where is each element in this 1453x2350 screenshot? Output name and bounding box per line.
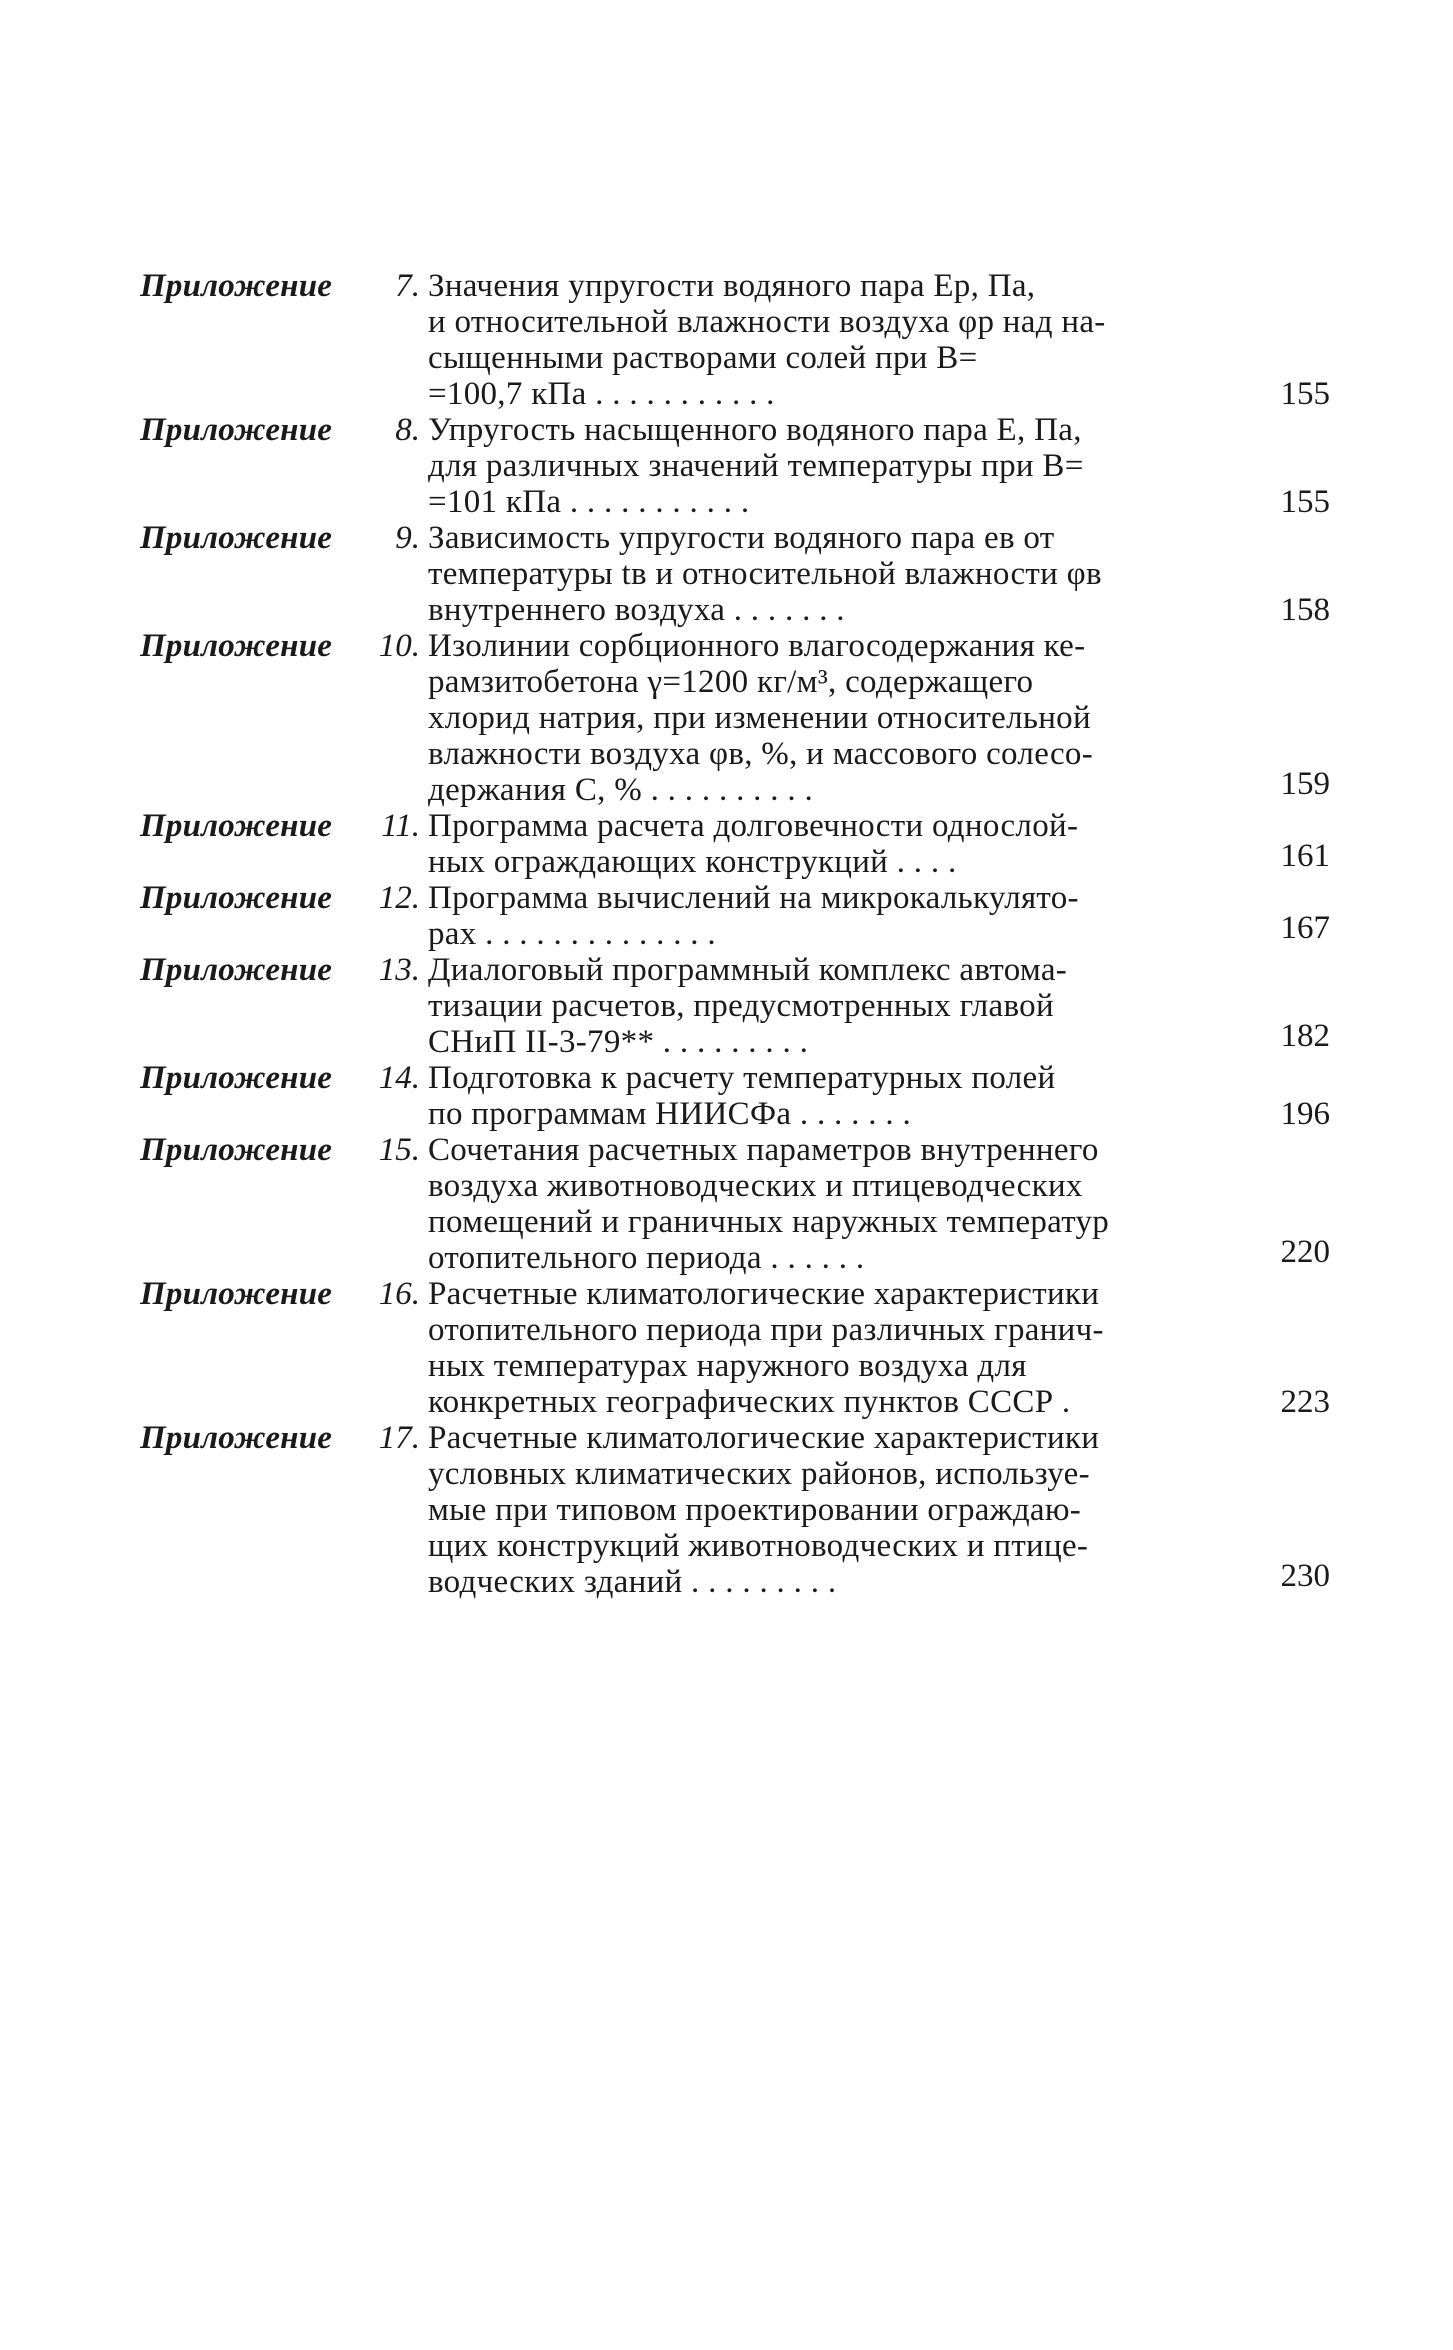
page-number: 167: [1280, 910, 1330, 946]
entry-title: [428, 412, 1212, 520]
entry-title-line: Программа расчета долговечности однослой-: [428, 808, 1079, 844]
appendix-number: 11.: [381, 808, 420, 844]
entry-title-line: Упругость насыщенного водяного пара E, Па,: [428, 412, 1082, 448]
page-number: 155: [1280, 484, 1330, 520]
entry-title-line: тизации расчетов, предусмотренных главой: [428, 988, 1054, 1024]
appendix-number: 9.: [395, 520, 420, 556]
page-number: 196: [1280, 1096, 1330, 1132]
toc-entry: [140, 1132, 1330, 1276]
entry-title-line: и относительной влажности воздуха φр над на-: [428, 304, 1106, 340]
page-number: 155: [1280, 376, 1330, 412]
appendix-number: 16.: [378, 1276, 420, 1312]
entry-title-line: мые при типовом проектировании ограждаю-: [428, 1492, 1082, 1528]
appendix-label: Приложение: [140, 1420, 333, 1456]
entry-title-line: =100,7 кПа . . . . . . . . . . .: [428, 376, 775, 412]
toc-entry: [140, 952, 1330, 1060]
page-number: 182: [1280, 1018, 1330, 1054]
entry-title-line: сыщенными растворами солей при B=: [428, 340, 978, 376]
appendix-number: 7.: [395, 268, 420, 304]
appendix-label: Приложение: [140, 808, 333, 844]
entry-title-line: отопительного периода . . . . . .: [428, 1240, 865, 1276]
entry-title-line: щих конструкций животноводческих и птице-: [428, 1528, 1089, 1564]
entry-title: [428, 628, 1212, 808]
entry-title-line: внутреннего воздуха . . . . . . .: [428, 592, 845, 628]
page-number: 223: [1280, 1384, 1330, 1420]
entry-title-line: Подготовка к расчету температурных полей: [428, 1060, 1056, 1096]
appendix-label: Приложение: [140, 1060, 333, 1096]
toc-entry: [140, 880, 1330, 952]
entry-title-line: водческих зданий . . . . . . . . .: [428, 1564, 837, 1600]
page-number: 159: [1280, 766, 1330, 802]
appendix-number: 8.: [395, 412, 420, 448]
entry-title: [428, 1060, 1212, 1132]
entry-title-line: воздуха животноводческих и птицеводческих: [428, 1168, 1083, 1204]
appendix-label: Приложение: [140, 952, 333, 988]
toc-entry: [140, 520, 1330, 628]
entry-title: [428, 520, 1212, 628]
appendix-label: Приложение: [140, 268, 333, 304]
entry-title: [428, 1420, 1212, 1600]
toc-entry: [140, 1060, 1330, 1132]
entry-title-line: ных ограждающих конструкций . . . .: [428, 844, 957, 880]
appendix-label: Приложение: [140, 412, 333, 448]
entry-title-line: отопительного периода при различных гранич-: [428, 1312, 1104, 1348]
appendix-number: 10.: [378, 628, 420, 664]
page-number: 158: [1280, 592, 1330, 628]
entry-title-line: условных климатических районов, используе-: [428, 1456, 1090, 1492]
entry-title: [428, 808, 1212, 880]
page-number: 220: [1280, 1234, 1330, 1270]
entry-title-line: хлорид натрия, при изменении относительной: [428, 700, 1091, 736]
appendix-label: Приложение: [140, 1276, 333, 1312]
entry-title-line: ных температурах наружного воздуха для: [428, 1348, 1027, 1384]
entry-title-line: Значения упругости водяного пара Eр, Па,: [428, 268, 1036, 304]
entry-title-line: Диалоговый программный комплекс автома-: [428, 952, 1068, 988]
entry-title-line: рах . . . . . . . . . . . . . .: [428, 916, 716, 952]
toc-entry: [140, 1420, 1330, 1600]
toc-entry: [140, 412, 1330, 520]
entry-title-line: СНиП II-3-79** . . . . . . . . .: [428, 1024, 809, 1060]
entry-title: [428, 1132, 1212, 1276]
table-of-contents: [140, 268, 1330, 1600]
toc-entry: [140, 628, 1330, 808]
entry-title-line: Расчетные климатологические характеристики: [428, 1420, 1100, 1456]
entry-title-line: Зависимость упругости водяного пара eв от: [428, 520, 1055, 556]
entry-title-line: температуры tв и относительной влажности φв: [428, 556, 1102, 592]
toc-entry: [140, 268, 1330, 412]
entry-title-line: по программам НИИСФа . . . . . . .: [428, 1096, 911, 1132]
entry-title-line: конкретных географических пунктов СССР .: [428, 1384, 1071, 1420]
toc-entry: [140, 808, 1330, 880]
entry-title-line: Изолинии сорбционного влагосодержания ке-: [428, 628, 1086, 664]
entry-title-line: для различных значений температуры при B=: [428, 448, 1084, 484]
appendix-label: Приложение: [140, 880, 333, 916]
entry-title: [428, 880, 1212, 952]
entry-title-line: помещений и граничных наружных температур: [428, 1204, 1110, 1240]
entry-title: [428, 1276, 1212, 1420]
appendix-label: Приложение: [140, 520, 333, 556]
entry-title: [428, 952, 1212, 1060]
appendix-number: 17.: [378, 1420, 420, 1456]
toc-entry: [140, 1276, 1330, 1420]
entry-title-line: влажности воздуха φв, %, и массового солесо-: [428, 736, 1093, 772]
entry-title-line: Программа вычислений на микрокалькулято-: [428, 880, 1079, 916]
appendix-label: Приложение: [140, 628, 333, 664]
entry-title-line: Расчетные климатологические характеристики: [428, 1276, 1100, 1312]
appendix-number: 15.: [378, 1132, 420, 1168]
entry-title-line: держания С, % . . . . . . . . . .: [428, 772, 814, 808]
appendix-number: 12.: [378, 880, 420, 916]
appendix-number: 14.: [378, 1060, 420, 1096]
appendix-number: 13.: [378, 952, 420, 988]
appendix-label: Приложение: [140, 1132, 333, 1168]
entry-title: [428, 268, 1212, 412]
entry-title-line: рамзитобетона γ=1200 кг/м³, содержащего: [428, 664, 1034, 700]
page-number: 230: [1280, 1558, 1330, 1594]
entry-title-line: Сочетания расчетных параметров внутреннего: [428, 1132, 1099, 1168]
entry-title-line: =101 кПа . . . . . . . . . . .: [428, 484, 750, 520]
page-number: 161: [1280, 838, 1330, 874]
